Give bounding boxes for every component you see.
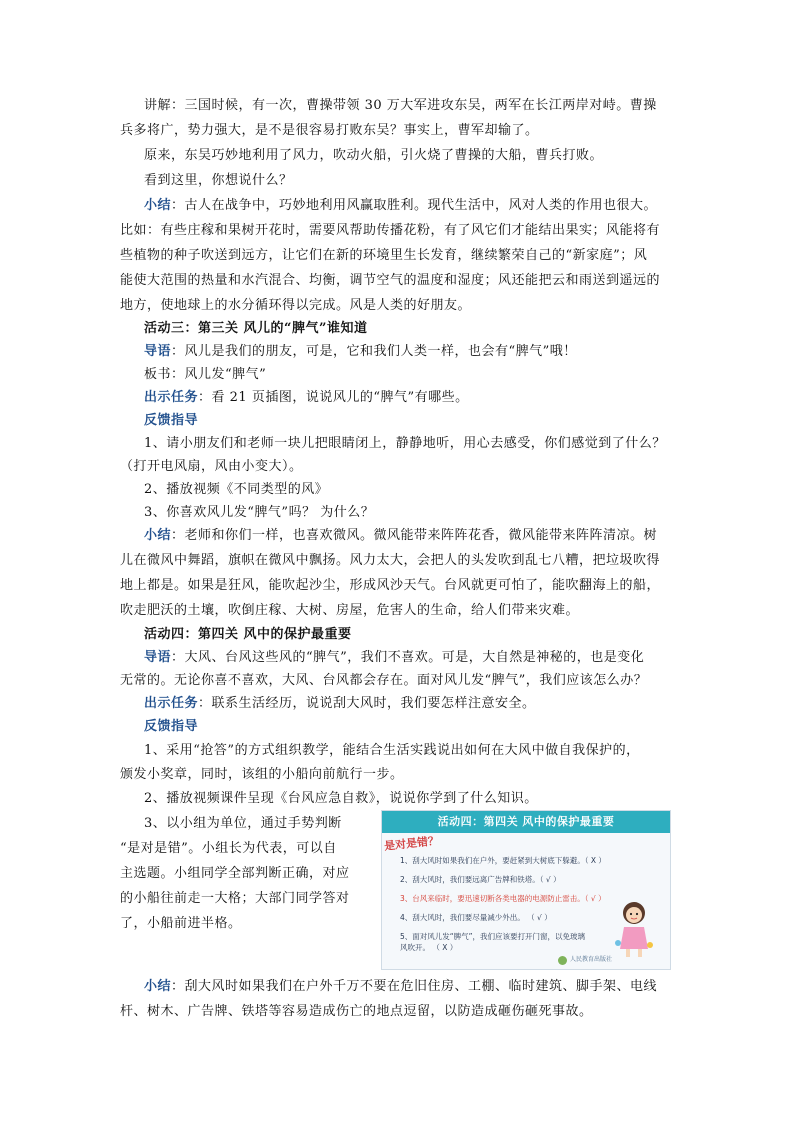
paragraph-line: 吹走肥沃的土壤，吹倒庄稼、大树、房屋，危害人的生命，给人们带来灾难。 — [120, 603, 580, 618]
paragraph-line: 儿在微风中舞蹈，旗帜在微风中飘扬。风力太大，会把人的头发吹到乱七八糟，把垃圾吹得 — [120, 553, 661, 568]
paragraph-line: 能使大范围的热量和水汽混合、均衡，调节空气的温度和湿度；风还能把云和雨送到遥远的 — [120, 273, 661, 288]
cartoon-girl-icon — [612, 897, 656, 959]
slide-item: 风吹开。 （ X ） — [400, 943, 458, 952]
task-line — [144, 388, 469, 408]
paragraph-line: 的小船往前走一大格；大部门同学答对 — [120, 891, 350, 906]
task-text: ：联系生活经历，说说刮大风时，我们要怎样注意安全。 — [198, 696, 536, 711]
paragraph-line: 看到这里，你想说什么？ — [144, 173, 293, 188]
summary-label: 小结 — [144, 198, 172, 213]
board-line: 板书：风儿发“脾气” — [144, 367, 267, 382]
paragraph-line: 颁发小奖章，同时，该组的小船向前航行一步。 — [120, 767, 404, 782]
intro-text: ：风儿是我们的朋友，可是，它和我们人类一样，也会有“脾气”哦！ — [171, 344, 577, 359]
summary-text: ：老师和你们一样，也喜欢微风。微风能带来阵阵花香，微风能带来阵阵清凉。树 — [171, 528, 658, 543]
paragraph-line: 讲解：三国时候，有一次，曹操带领 30 万大军进攻东吴，两军在长江两岸对峙。曹操 — [144, 98, 657, 113]
feedback-heading: 反馈指导 — [144, 719, 199, 734]
paragraph-line: 地方，使地球上的水分循环得以完成。风是人类的好朋友。 — [120, 298, 472, 313]
activity-3-heading: 活动三：第三关 风儿的“脾气”谁知道 — [144, 321, 368, 336]
paragraph-line: 兵多将广，势力强大，是不是很容易打败东吴？事实上，曹军却输了。 — [120, 123, 539, 138]
paragraph-line: 1、请小朋友们和老师一块儿把眼睛闭上，静静地听，用心去感受，你们感觉到了什么？ — [144, 436, 666, 451]
paragraph-line: 杆、树木、广告牌、铁塔等容易造成伤亡的地点逗留，以防造成砸伤砸死事故。 — [120, 1004, 593, 1019]
slide-title: 活动四：第四关 风中的保护最重要 — [382, 811, 670, 833]
summary-text: ：古人在战争中，巧妙地利用风赢取胜利。现代生活中，风对人类的作用也很大。 — [171, 198, 658, 213]
intro-label: 导语 — [144, 344, 172, 359]
summary-label: 小结 — [144, 528, 172, 543]
paragraph-line: 无常的。无论你喜不喜欢，大风、台风都会存在。面对风儿发“脾气”，我们应该怎么办？ — [120, 673, 648, 688]
paragraph-line: 主选题。小组同学全部判断正确，对应 — [120, 866, 350, 881]
slide-item: 3、台风来临时，要迅速切断各类电器的电源防止雷击。（ √ ） — [400, 894, 606, 903]
slide-item: 1、刮大风时如果我们在户外，要赶紧到大树底下躲避。（ X ） — [400, 856, 606, 865]
paragraph-line: “是对是错”。小组长为代表，可以自 — [120, 841, 337, 856]
paragraph-line: 原来，东吴巧妙地利用了风力，吹动火船，引火烧了曹操的大船，曹兵打败。 — [144, 148, 604, 163]
paragraph-line: 比如：有些庄稼和果树开花时，需要风帮助传播花粉，有了风它们才能结出果实；风能将有 — [120, 223, 661, 238]
task-label: 出示任务 — [144, 390, 199, 405]
intro-text: ：大风、台风这些风的“脾气”，我们不喜欢。可是，大自然是神秘的，也是变化 — [171, 650, 645, 665]
intro-label: 导语 — [144, 650, 172, 665]
feedback-heading: 反馈指导 — [144, 413, 199, 428]
task-text: ：看 21 页插图，说说风儿的“脾气”有哪些。 — [198, 390, 469, 405]
slide-item: 5、面对风儿发“脾气”，我们应该要打开门窗，以免玻璃 — [400, 932, 586, 941]
paragraph-line: （打开电风扇，风由小变大）。 — [120, 459, 303, 474]
paragraph-line: 2、播放视频课件呈现《台风应急自救》，说说你学到了什么知识。 — [144, 791, 538, 806]
paragraph-line: 2、播放视频《不同类型的风》 — [144, 482, 329, 497]
summary-line — [144, 977, 657, 997]
paragraph-line: 些植物的种子吹送到远方，让它们在新的环境里生长发育，继续繁荣自己的“新家庭”；风 — [120, 248, 648, 263]
intro-line — [144, 342, 577, 362]
slide-image — [381, 810, 671, 970]
summary-text: ：刮大风时如果我们在户外千万不要在危旧住房、工棚、临时建筑、脚手架、电线 — [171, 979, 658, 994]
paragraph-line: 了，小船前进半格。 — [120, 916, 242, 931]
logo-icon — [558, 956, 567, 965]
publisher-logo: 人民教育出版社 — [570, 956, 613, 963]
summary-line — [144, 526, 657, 546]
slide-item: 2、刮大风时，我们要远离广告牌和铁塔。（ √ ） — [400, 875, 561, 884]
paragraph-line: 1、采用“抢答”的方式组织教学，能结合生活实践说出如何在大风中做自我保护的， — [144, 743, 640, 758]
paragraph-line: 3、以小组为单位，通过手势判断 — [144, 816, 342, 831]
summary-label: 小结 — [144, 979, 172, 994]
paragraph-line: 地上都是。如果是狂风，能吹起沙尘，形成风沙天气。台风就更可怕了，能吹翻海上的船， — [120, 578, 661, 593]
slide-badge: 是对是错？ — [383, 834, 440, 853]
intro-line — [144, 648, 644, 668]
summary-line — [144, 196, 657, 216]
activity-4-heading: 活动四：第四关 风中的保护最重要 — [144, 627, 352, 642]
slide-item: 4、刮大风时，我们要尽量减少外出。 （ √ ） — [400, 913, 552, 922]
task-label: 出示任务 — [144, 696, 199, 711]
paragraph-line: 3、你喜欢风儿发“脾气”吗？ 为什么？ — [144, 505, 375, 520]
task-line — [144, 694, 536, 714]
